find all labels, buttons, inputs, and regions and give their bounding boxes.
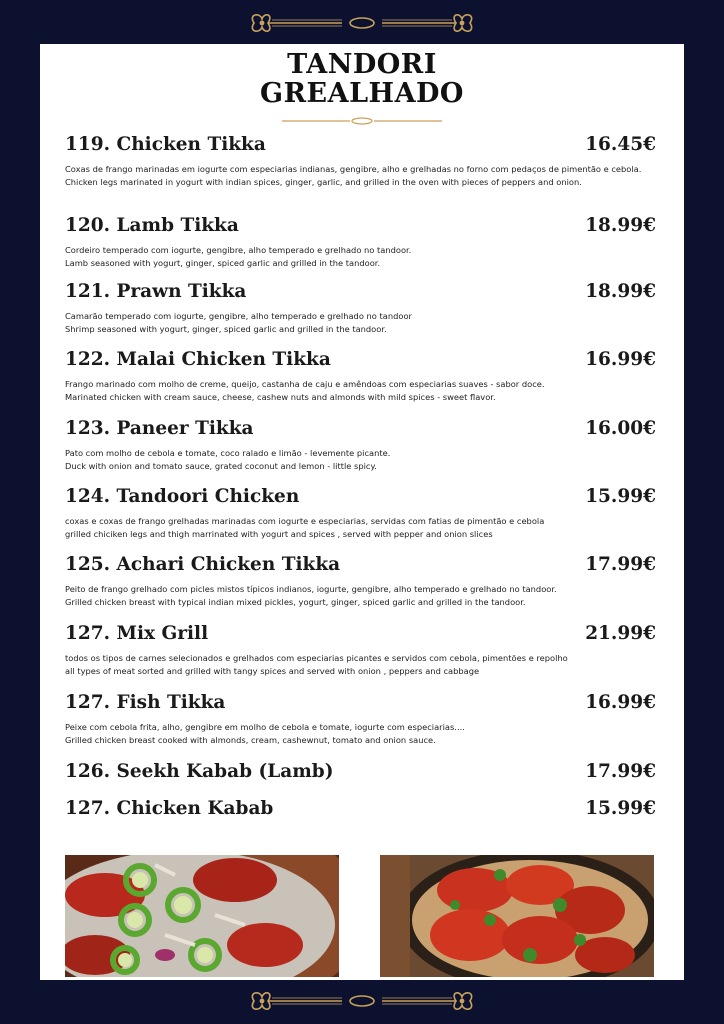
menu-item-header bbox=[65, 486, 656, 512]
description-english: Shrimp seasoned with yogurt, ginger, spiced garlic and grilled in the tandoor. bbox=[65, 323, 387, 334]
menu-item-description bbox=[65, 244, 656, 269]
menu-item bbox=[65, 134, 656, 188]
title-divider bbox=[282, 110, 442, 129]
menu-item-header bbox=[65, 692, 656, 718]
bottom-ornament bbox=[0, 986, 724, 1016]
menu-item-header bbox=[65, 281, 656, 307]
menu-item-price: 16.99€ bbox=[585, 349, 656, 370]
menu-item-price: 18.99€ bbox=[585, 281, 656, 302]
menu-item-description bbox=[65, 721, 656, 746]
menu-item-name: 123. Paneer Tikka bbox=[65, 418, 254, 439]
menu-item-name: 119. Chicken Tikka bbox=[65, 134, 266, 155]
description-english: Grilled chicken breast with typical indian mixed pickles, yogurt, ginger, spiced garlic and grilled in the tandoor. bbox=[65, 596, 526, 607]
description-english: all types of meat sorted and grilled with tangy spices and served with onion , peppers and cabbage bbox=[65, 665, 480, 676]
menu-item-description bbox=[65, 163, 656, 188]
menu-item-price: 15.99€ bbox=[585, 798, 656, 819]
menu-item-price: 17.99€ bbox=[585, 761, 656, 782]
description-portuguese: Camarão temperado com iogurte, gengibre, alho temperado e grelhado no tandoor bbox=[65, 311, 412, 321]
description-portuguese: Frango marinado com molho de creme, queijo, castanha de caju e amêndoas com especiarias suaves - sabor doce. bbox=[65, 379, 545, 389]
menu-item-description bbox=[65, 310, 656, 335]
menu-item-name: 120. Lamb Tikka bbox=[65, 215, 239, 236]
chicken-tikka-photo bbox=[65, 855, 339, 977]
menu-item-description bbox=[65, 515, 656, 540]
menu-item-description bbox=[65, 652, 656, 677]
menu-item bbox=[65, 418, 656, 472]
description-portuguese: Peito de frango grelhado com picles mistos típicos indianos, iogurte, gengibre, alho temperado e grelhado no tandoor. bbox=[65, 584, 557, 594]
tandoori-chicken-photo bbox=[380, 855, 654, 977]
description-portuguese: Peixe com cebola frita, alho, gengibre em molho de cebola e tomate, iogurte com especiarias.... bbox=[65, 722, 465, 732]
menu-item-name: 125. Achari Chicken Tikka bbox=[65, 554, 341, 575]
description-english: Chicken legs marinated in yogurt with indian spices, ginger, garlic, and grilled in the oven with pieces of peppers and onion. bbox=[65, 176, 582, 187]
menu-item bbox=[65, 486, 656, 540]
menu-item-name: 126. Seekh Kabab (Lamb) bbox=[65, 761, 334, 782]
description-portuguese: coxas e coxas de frango grelhadas marinadas com iogurte e especiarias, servidas com fatias de pimentão e cebola bbox=[65, 516, 545, 526]
title-line-1: TANDORI bbox=[287, 49, 437, 80]
menu-item bbox=[65, 349, 656, 403]
menu-item-price: 16.45€ bbox=[585, 134, 656, 155]
menu-item-header bbox=[65, 554, 656, 580]
description-portuguese: Cordeiro temperado com iogurte, gengibre, alho temperado e grelhado no tandoor. bbox=[65, 245, 412, 255]
menu-item bbox=[65, 798, 656, 824]
menu-item-price: 16.99€ bbox=[585, 692, 656, 713]
menu-item-name: 122. Malai Chicken Tikka bbox=[65, 349, 331, 370]
title-line-2: GREALHADO bbox=[260, 78, 464, 109]
menu-item-name: 121. Prawn Tikka bbox=[65, 281, 247, 302]
menu-item bbox=[65, 215, 656, 269]
menu-item-price: 17.99€ bbox=[585, 554, 656, 575]
menu-item bbox=[65, 554, 656, 608]
description-english: Lamb seasoned with yogurt, ginger, spiced garlic and grilled in the tandoor. bbox=[65, 257, 381, 268]
menu-item-header bbox=[65, 418, 656, 444]
menu-item-header bbox=[65, 215, 656, 241]
menu-item-header bbox=[65, 761, 656, 787]
description-english: Grilled chicken breast cooked with almonds, cream, cashewnut, tomato and onion sauce. bbox=[65, 734, 436, 745]
menu-item-name: 124. Tandoori Chicken bbox=[65, 486, 300, 507]
description-english: Marinated chicken with cream sauce, cheese, cashew nuts and almonds with mild spices - sweet flavor. bbox=[65, 391, 496, 402]
menu-item bbox=[65, 623, 656, 677]
menu-item-header bbox=[65, 349, 656, 375]
menu-item-price: 15.99€ bbox=[585, 486, 656, 507]
menu-item-name: 127. Mix Grill bbox=[65, 623, 209, 644]
menu-item-header bbox=[65, 798, 656, 824]
menu-item-header bbox=[65, 623, 656, 649]
menu-item-name: 127. Chicken Kabab bbox=[65, 798, 274, 819]
menu-item-price: 16.00€ bbox=[585, 418, 656, 439]
menu-item-name: 127. Fish Tikka bbox=[65, 692, 226, 713]
menu-item-description bbox=[65, 583, 656, 608]
description-english: grilled chiciken legs and thigh marrinated with yogurt and spices , served with pepper and onion slices bbox=[65, 528, 493, 539]
description-english: Duck with onion and tomato sauce, grated coconut and lemon - little spicy. bbox=[65, 460, 377, 471]
menu-item-price: 21.99€ bbox=[585, 623, 656, 644]
top-ornament bbox=[0, 8, 724, 38]
page-title bbox=[40, 50, 684, 108]
menu-page bbox=[40, 44, 684, 980]
menu-item bbox=[65, 761, 656, 787]
menu-item-header bbox=[65, 134, 656, 160]
menu-item-description bbox=[65, 447, 656, 472]
description-portuguese: Coxas de frango marinadas em iogurte com especiarias indianas, gengibre, alho e grelhadas no forno com pedaços de pimentão e cebola. bbox=[65, 164, 642, 174]
menu-item-description bbox=[65, 378, 656, 403]
menu-item-price: 18.99€ bbox=[585, 215, 656, 236]
menu-item bbox=[65, 281, 656, 335]
description-portuguese: todos os tipos de carnes selecionados e grelhados com especiarias picantes e servidos com cebola, pimentões e repolho bbox=[65, 653, 568, 663]
menu-item bbox=[65, 692, 656, 746]
description-portuguese: Pato com molho de cebola e tomate, coco ralado e limão - levemente picante. bbox=[65, 448, 391, 458]
